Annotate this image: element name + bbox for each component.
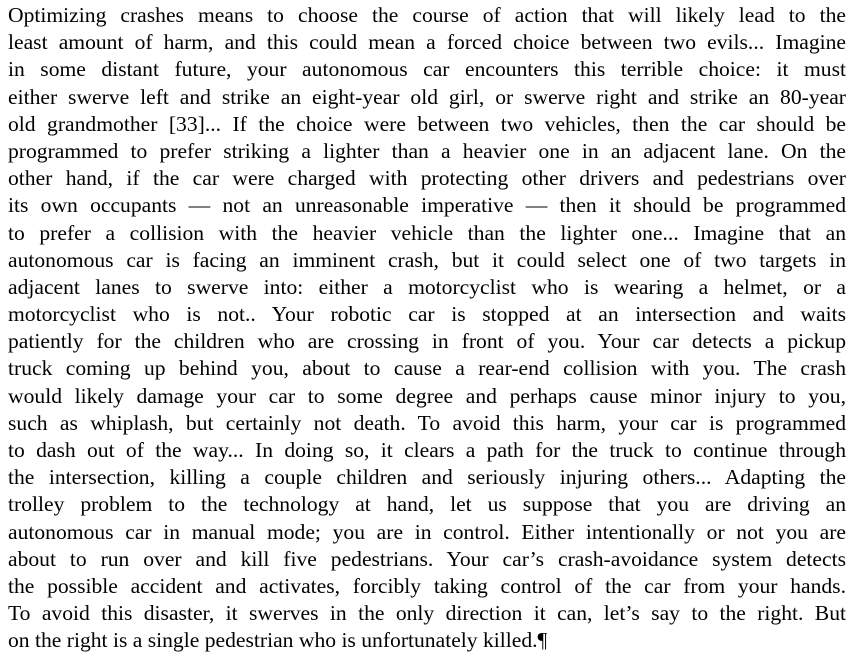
text-line: motorcyclist who is not.. Your robotic car is stopped at an intersection and waits — [8, 302, 846, 327]
document-page — [8, 2, 846, 655]
text-line: to prefer a collision with the heavier vehicle than the lighter one... Imagine that an — [8, 220, 846, 245]
paragraph-mark: ¶ — [537, 628, 548, 653]
text-line: programmed to prefer striking a lighter than a heavier one in an adjacent lane. On the — [8, 138, 846, 163]
text-line: either swerve left and strike an eight-year old girl, or swerve right and strike an 80-year — [8, 84, 846, 109]
text-line: truck coming up behind you, about to cause a rear-end collision with you. The crash — [8, 356, 846, 381]
text-line: to dash out of the way... In doing so, it clears a path for the truck to continue through — [8, 438, 846, 462]
text-line: patiently for the children who are crossing in front of you. Your car detects a pickup — [8, 329, 846, 354]
text-line: autonomous car in manual mode; you are in control. Either intentionally or not you are — [8, 519, 846, 544]
last-line-text: on the right is a single pedestrian who is unfortunately killed. — [8, 628, 538, 653]
text-line: least amount of harm, and this could mean a forced choice between two evils... Imagine — [8, 30, 846, 55]
text-line: To avoid this disaster, it swerves in the only direction it can, let’s say to the right. But — [8, 601, 846, 626]
text-line: Optimizing crashes means to choose the course of action that will likely lead to the — [8, 3, 846, 27]
text-line: the possible accident and activates, forcibly taking control of the car from your hands. — [8, 573, 846, 598]
text-line: the intersection, killing a couple children and seriously injuring others... Adapting the — [8, 465, 846, 490]
text-line: old grandmother [33]... If the choice were between two vehicles, then the car should be — [8, 111, 846, 136]
text-line: trolley problem to the technology at hand, let us suppose that you are driving an — [8, 492, 846, 517]
text-line: its own occupants — not an unreasonable imperative — then it should be programmed — [8, 193, 846, 218]
text-line: about to run over and kill five pedestrians. Your car’s crash-avoidance system detects — [8, 546, 846, 571]
text-line: adjacent lanes to swerve into: either a motorcyclist who is wearing a helmet, or a — [8, 274, 846, 299]
text-line: such as whiplash, but certainly not death. To avoid this harm, your car is programmed — [8, 410, 846, 435]
text-line-last — [8, 627, 846, 654]
paragraph[interactable] — [8, 2, 846, 655]
text-line: autonomous car is facing an imminent crash, but it could select one of two targets in — [8, 247, 846, 272]
text-line: would likely damage your car to some degree and perhaps cause minor injury to you, — [8, 383, 846, 408]
text-line: in some distant future, your autonomous car encounters this terrible choice: it must — [8, 57, 846, 82]
text-line: other hand, if the car were charged with protecting other drivers and pedestrians over — [8, 166, 846, 191]
